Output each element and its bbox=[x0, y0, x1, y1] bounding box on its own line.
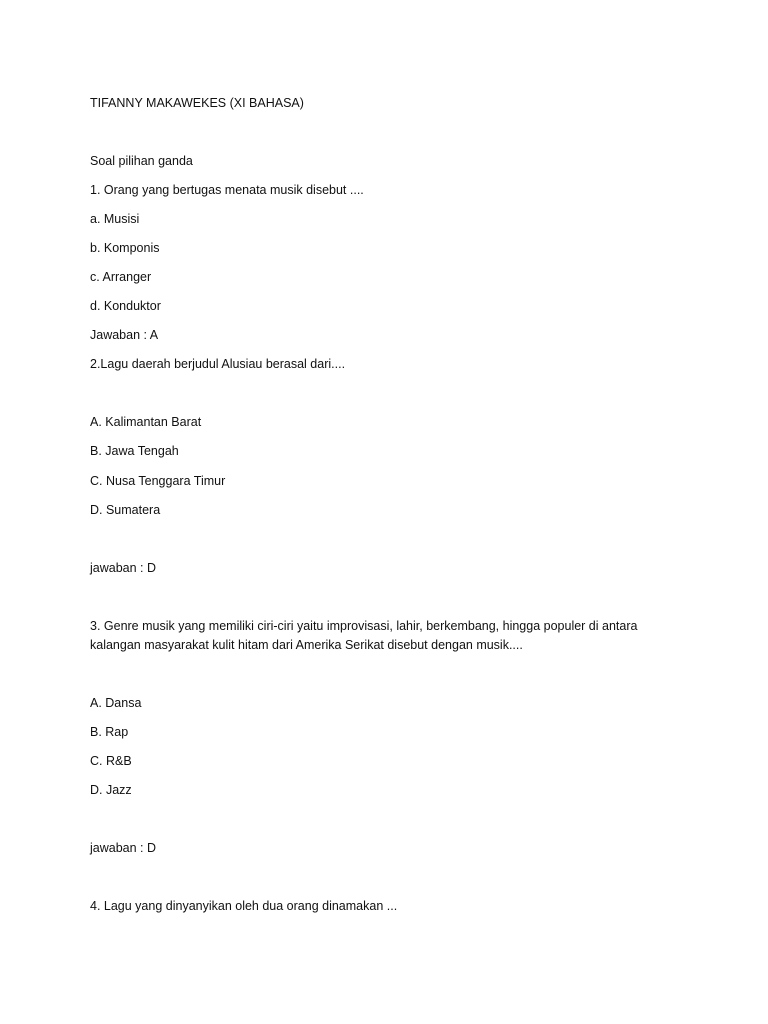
question-4-prompt: 4. Lagu yang dinyanyikan oleh dua orang dinamakan ... bbox=[90, 899, 398, 913]
question-3-answer: jawaban : D bbox=[90, 841, 157, 855]
question-2-option-b: B. Jawa Tengah bbox=[90, 444, 179, 458]
question-3-option-c: C. R&B bbox=[90, 754, 132, 768]
question-3-option-b: B. Rap bbox=[90, 725, 129, 739]
question-1-option-a: a. Musisi bbox=[90, 212, 140, 226]
question-3-option-d: D. Jazz bbox=[90, 783, 132, 797]
question-2-answer: jawaban : D bbox=[90, 561, 157, 575]
question-2-prompt: 2.Lagu daerah berjudul Alusiau berasal dari.... bbox=[90, 357, 346, 371]
question-1-option-d: d. Konduktor bbox=[90, 299, 161, 313]
question-1-option-c: c. Arranger bbox=[90, 270, 152, 284]
question-2-option-c: C. Nusa Tenggara Timur bbox=[90, 474, 226, 488]
question-2-option-a: A. Kalimantan Barat bbox=[90, 415, 202, 429]
document-title: TIFANNY MAKAWEKES (XI BAHASA) bbox=[90, 96, 304, 110]
section-heading: Soal pilihan ganda bbox=[90, 154, 193, 168]
question-1-option-b: b. Komponis bbox=[90, 241, 160, 255]
question-3-option-a: A. Dansa bbox=[90, 696, 142, 710]
question-1-answer: Jawaban : A bbox=[90, 328, 159, 342]
question-1-prompt: 1. Orang yang bertugas menata musik disebut .... bbox=[90, 183, 364, 197]
question-2-option-d: D. Sumatera bbox=[90, 503, 161, 517]
question-3-prompt-line-1: 3. Genre musik yang memiliki ciri-ciri yaitu improvisasi, lahir, berkembang, hingga populer di antara bbox=[90, 619, 638, 633]
question-3-prompt-line-2: kalangan masyarakat kulit hitam dari Amerika Serikat disebut dengan musik.... bbox=[90, 638, 523, 652]
